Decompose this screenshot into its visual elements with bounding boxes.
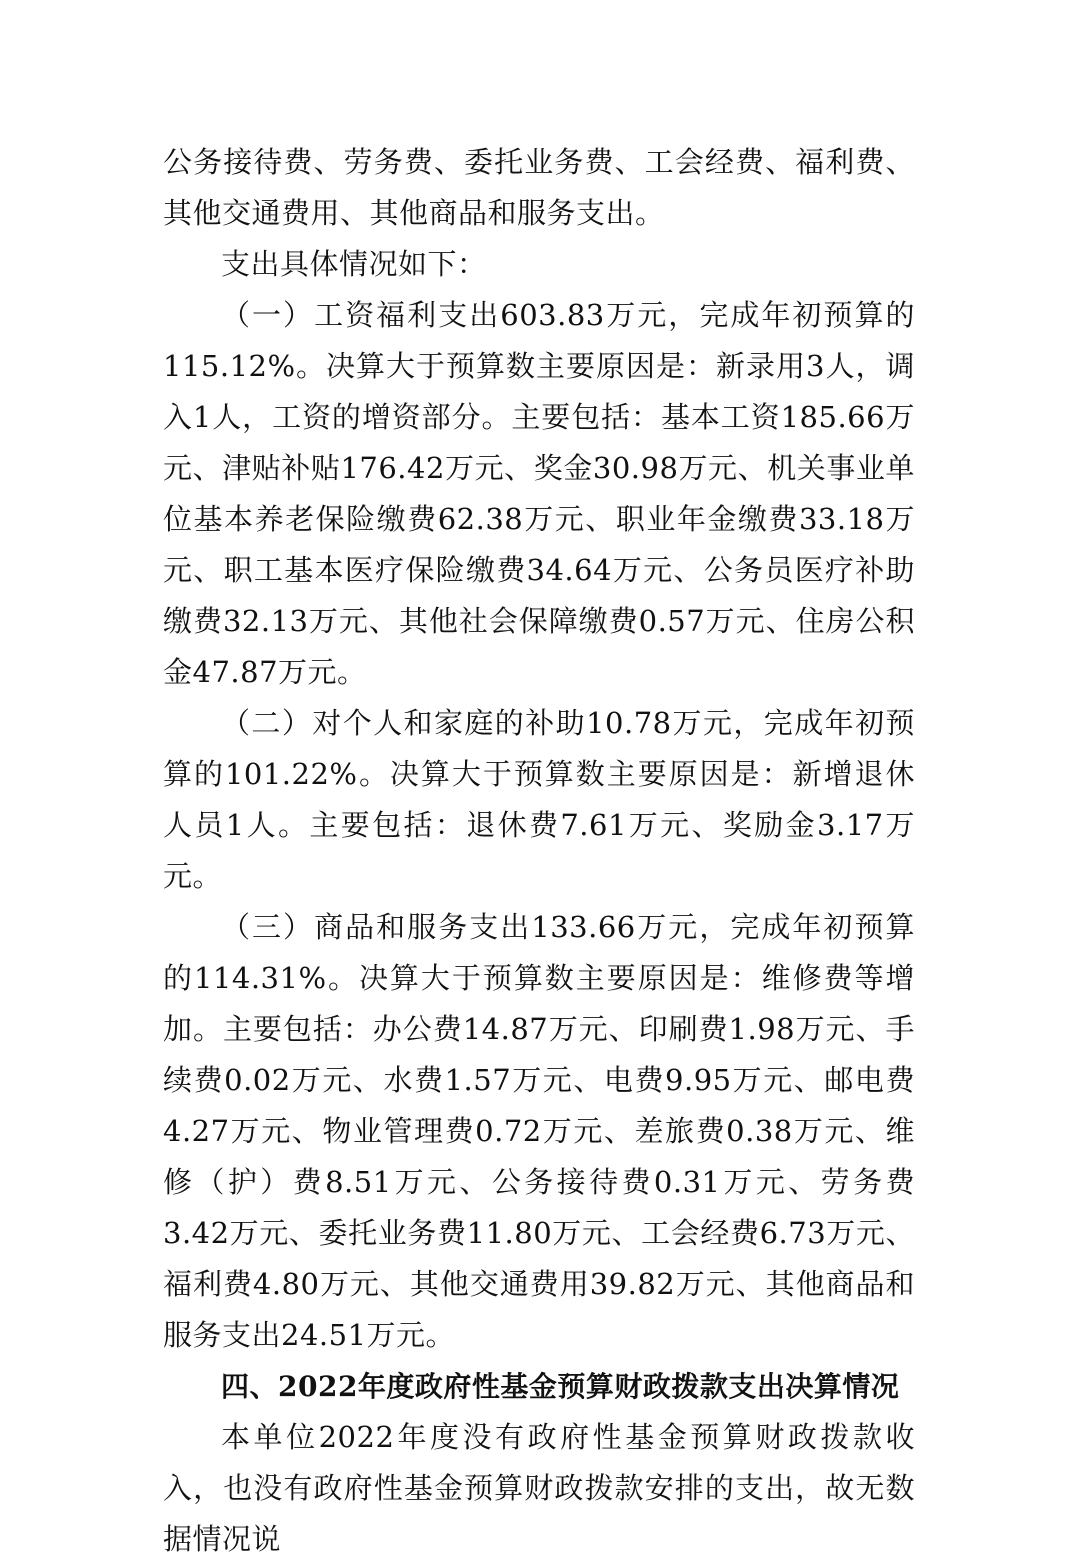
paragraph-continuation: 公务接待费、劳务费、委托业务费、工会经费、福利费、其他交通费用、其他商品和服务支出。: [163, 145, 915, 230]
paragraph-salary-welfare: （一）工资福利支出603.83万元，完成年初预算的115.12%。决算大于预算数主要原因是：新录用3人，调入1人，工资的增资部分。主要包括：基本工资185.66万元、津贴补贴176.42万元、奖金30.98万元、机关事业单位基本养老保险缴费62.38万元、职业年金缴费33.18万元、职工基本医疗保险缴费34.64万元、公务员医疗补助缴费32.13万元、其他社会保障缴费0.57万元、住房公积金47.87万元。: [163, 298, 915, 689]
document-body: [163, 137, 915, 1565]
paragraph-personal-subsidy: （二）对个人和家庭的补助10.78万元，完成年初预算的101.22%。决算大于预算数主要原因是：新增退休人员1人。主要包括：退休费7.61万元、奖励金3.17万元。: [163, 706, 915, 893]
paragraph-intro: 支出具体情况如下：: [221, 247, 487, 281]
paragraph-fund-budget: 本单位2022年度没有政府性基金预算财政拨款收入，也没有政府性基金预算财政拨款安排的支出，故无数据情况说: [163, 1420, 915, 1556]
paragraph-goods-services: （三）商品和服务支出133.66万元，完成年初预算的114.31%。决算大于预算数主要原因是：维修费等增加。主要包括：办公费14.87万元、印刷费1.98万元、手续费0.02万元、水费1.57万元、电费9.95万元、邮电费4.27万元、物业管理费0.72万元、差旅费0.38万元、维修（护）费8.51万元、公务接待费0.31万元、劳务费3.42万元、委托业务费11.80万元、工会经费6.73万元、福利费4.80万元、其他交通费用39.82万元、其他商品和服务支出24.51万元。: [163, 910, 915, 1352]
section-heading: 四、2022年度政府性基金预算财政拨款支出决算情况: [221, 1370, 900, 1403]
